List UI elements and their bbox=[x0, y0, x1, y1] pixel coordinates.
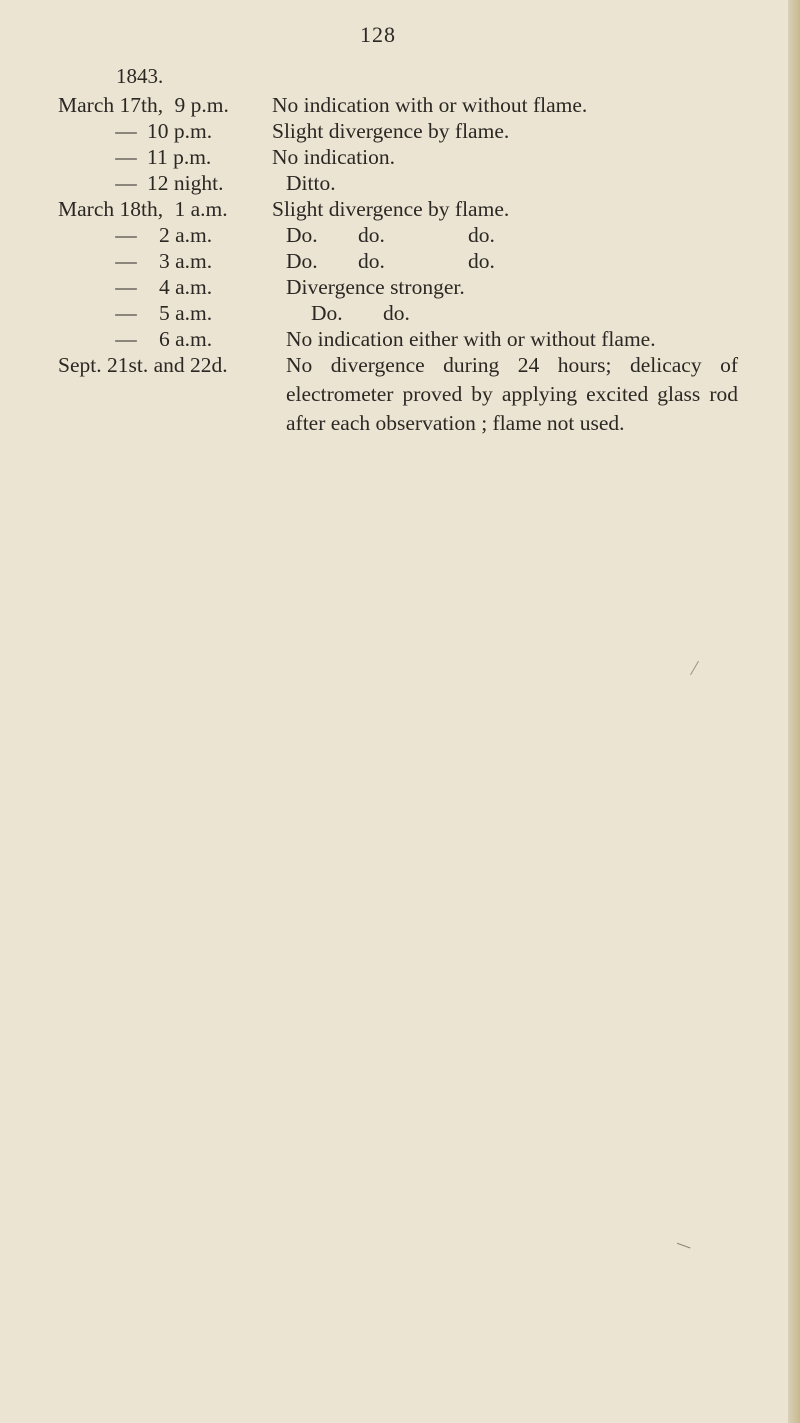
page-edge bbox=[788, 0, 800, 1423]
date-label: March 17th, bbox=[58, 93, 164, 117]
ditto-word: Do. bbox=[286, 223, 318, 247]
observation-note: Ditto. bbox=[286, 171, 336, 195]
page-number: 128 bbox=[360, 22, 396, 47]
ditto-dash: — bbox=[115, 223, 137, 247]
observation-note: No indication. bbox=[272, 145, 396, 169]
date-cell bbox=[58, 118, 268, 144]
ditto-word: do. bbox=[468, 223, 495, 247]
date-cell bbox=[58, 144, 268, 170]
observation-note: No indication either with or without flame. bbox=[286, 327, 656, 351]
observation-note: No divergence during 24 hours; delicacy of electrometer proved by applying excited glass rod after each observation ; flame not used. bbox=[286, 353, 738, 435]
ditto-word: do. bbox=[358, 249, 385, 273]
ditto-word: do. bbox=[358, 223, 385, 247]
date-cell bbox=[58, 274, 268, 300]
ditto-word: do. bbox=[468, 249, 495, 273]
time-label: 2 a.m. bbox=[159, 223, 213, 247]
time-label: 1 a.m. bbox=[174, 197, 228, 221]
year-heading: 1843. bbox=[116, 64, 164, 88]
observation-note: Slight divergence by flame. bbox=[272, 119, 510, 143]
time-label: 3 a.m. bbox=[159, 249, 213, 273]
ditto-dash: — bbox=[115, 301, 137, 325]
date-cell bbox=[58, 352, 268, 378]
time-label: 12 night. bbox=[147, 171, 224, 195]
time-label: 11 p.m. bbox=[147, 145, 212, 169]
time-label: 4 a.m. bbox=[159, 275, 213, 299]
ditto-word: Do. bbox=[286, 249, 318, 273]
date-cell bbox=[58, 300, 268, 326]
date-cell bbox=[58, 326, 268, 352]
date-cell bbox=[58, 248, 268, 274]
date-label: March 18th, bbox=[58, 197, 164, 221]
date-cell bbox=[58, 196, 268, 222]
ditto-dash: — bbox=[115, 327, 137, 351]
stray-mark bbox=[690, 661, 699, 675]
ditto-dash: — bbox=[115, 145, 137, 169]
observation-note bbox=[286, 248, 754, 274]
ditto-dash: — bbox=[115, 119, 137, 143]
observation-note: Slight divergence by flame. bbox=[272, 197, 510, 221]
ditto-word: Do. bbox=[311, 301, 343, 325]
time-label: 6 a.m. bbox=[159, 327, 213, 351]
time-label: 5 a.m. bbox=[159, 301, 213, 325]
time-label: 9 p.m. bbox=[174, 93, 229, 117]
date-cell bbox=[58, 92, 268, 118]
date-label: Sept. 21st. and 22d. bbox=[58, 353, 228, 377]
date-cell bbox=[58, 222, 268, 248]
time-label: 10 p.m. bbox=[147, 119, 213, 143]
ditto-word: do. bbox=[383, 301, 410, 325]
stray-mark bbox=[676, 1243, 691, 1252]
ditto-dash: — bbox=[115, 171, 137, 195]
date-cell bbox=[58, 170, 268, 196]
observation-note bbox=[286, 222, 754, 248]
observation-note: Divergence stronger. bbox=[286, 275, 465, 299]
observation-note bbox=[311, 300, 779, 326]
ditto-dash: — bbox=[115, 275, 137, 299]
observation-note: No indication with or without flame. bbox=[272, 93, 588, 117]
ditto-dash: — bbox=[115, 249, 137, 273]
